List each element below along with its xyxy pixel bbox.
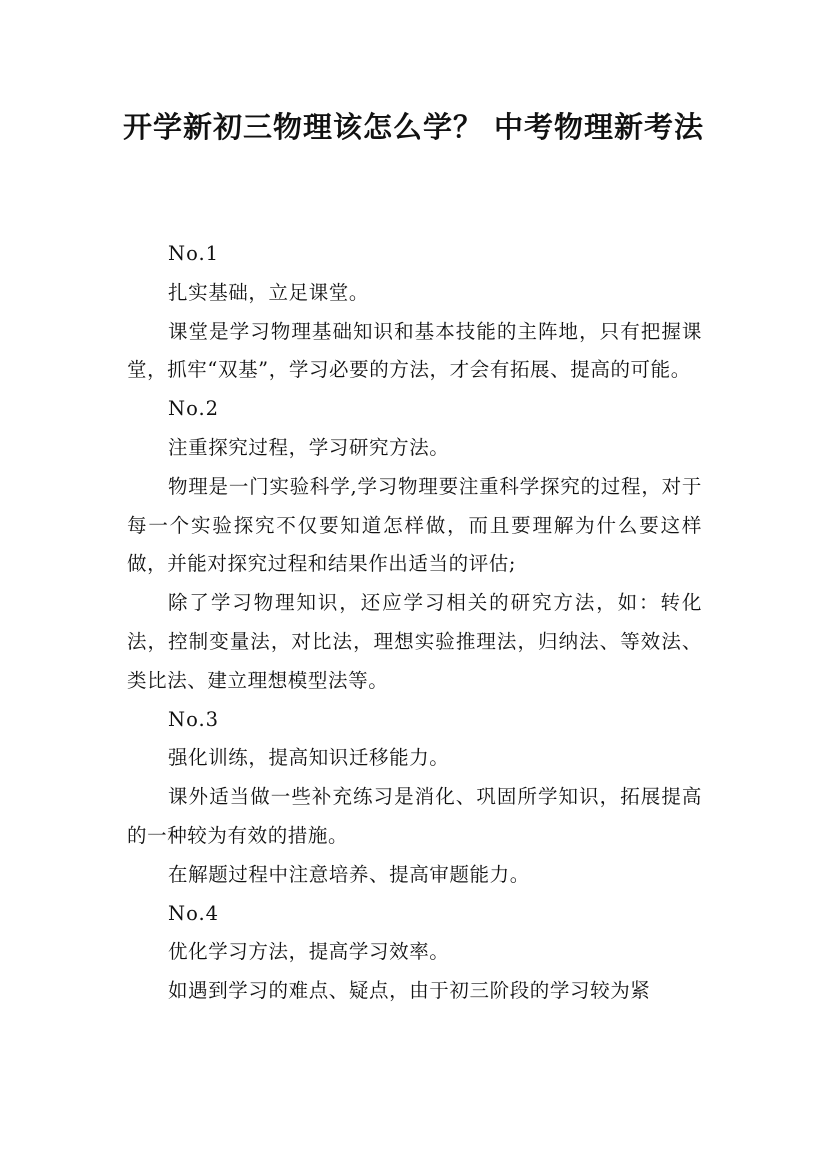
section-heading-3: 强化训练，提高知识迁移能力。 [168,746,450,770]
document-title: 开学新初三物理该怎么学？ 中考物理新考法 [122,110,705,144]
section-number-3: No.3 [168,707,220,731]
section-number-1: No.1 [168,242,220,265]
section-number-4: No.4 [168,901,220,925]
body-paragraph: 课堂是学习物理基础知识和基本技能的主阵地，只有把握课堂，抓牢“双基”，学习必要的方法，才会有拓展、提高的可能。 [127,319,702,382]
section-heading-1: 扎实基础，立足课堂。 [168,280,370,304]
body-paragraph: 物理是一门实验科学,学习物理要注重科学探究的过程，对于每一个实验探究不仅要知道怎样做，而且要理解为什么要这样做，并能对探究过程和结果作出适当的评估; [127,474,702,576]
section-heading-4: 优化学习方法，提高学习效率。 [168,940,450,964]
document-body [127,235,702,1011]
section-heading-2: 注重探究过程，学习研究方法。 [168,435,450,459]
body-paragraph: 在解题过程中注意培养、提高审题能力。 [168,862,530,886]
body-paragraph: 除了学习物理知识，还应学习相关的研究方法，如：转化法，控制变量法，对比法，理想实验推理法，归纳法、等效法、类比法、建立理想模型法等。 [127,591,702,692]
body-paragraph: 如遇到学习的难点、疑点，由于初三阶段的学习较为紧 [168,979,651,1003]
body-paragraph: 课外适当做一些补充练习是消化、巩固所学知识，拓展提高的一种较为有效的措施。 [127,785,702,847]
section-number-2: No.2 [168,397,220,421]
